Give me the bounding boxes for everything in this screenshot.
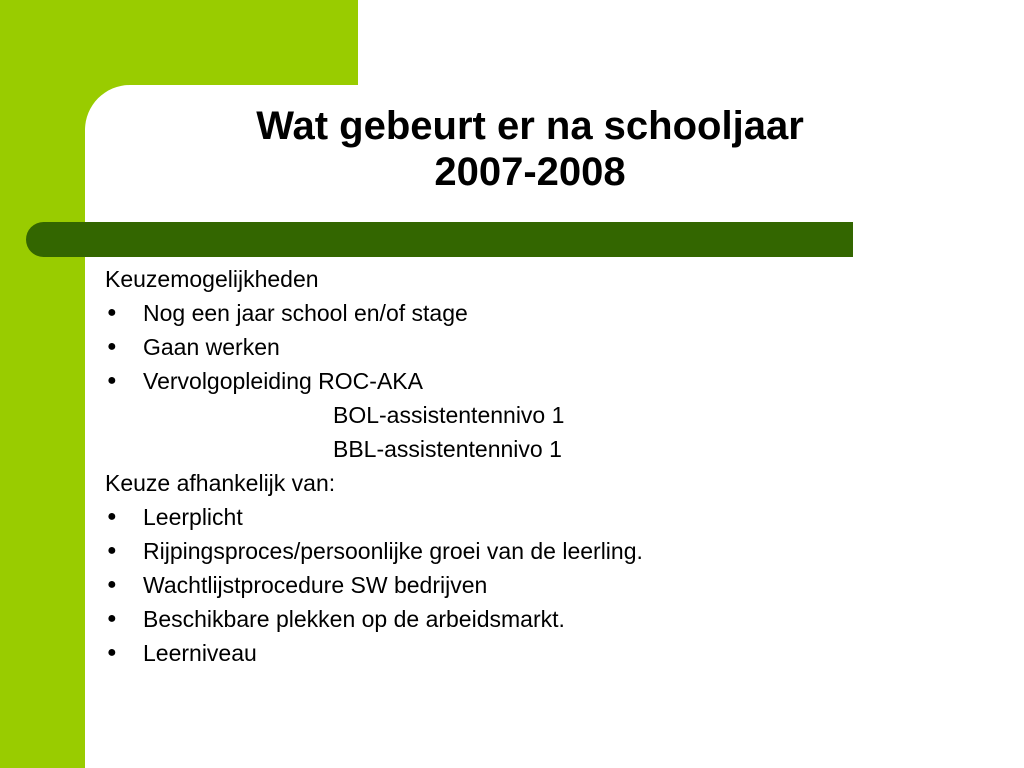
section-heading-options [105, 262, 985, 296]
sub-list-item [105, 398, 985, 432]
slide-title-line-2: 2007-2008 [434, 150, 626, 194]
dark-green-divider-bar [26, 222, 853, 257]
list-item-text: Gaan werken [143, 334, 280, 360]
sub-list-item-text: BOL-assistentennivo 1 [333, 402, 565, 428]
bullet-icon: ● [107, 644, 117, 661]
heading-text: Keuze afhankelijk van: [105, 470, 336, 496]
list-item [105, 602, 985, 636]
bullet-icon: ● [107, 304, 117, 321]
list-item-text: Vervolgopleiding ROC-AKA [143, 368, 423, 394]
list-item [105, 330, 985, 364]
bullet-icon: ● [107, 372, 117, 389]
list-item [105, 568, 985, 602]
list-item-text: Rijpingsproces/persoonlijke groei van de leerling. [143, 538, 643, 564]
bullet-icon: ● [107, 508, 117, 525]
bullet-icon: ● [107, 542, 117, 559]
list-item [105, 296, 985, 330]
list-item-text: Leerniveau [143, 640, 257, 666]
list-item [105, 500, 985, 534]
list-item [105, 636, 985, 670]
section-heading-factors [105, 466, 985, 500]
slide-title [190, 103, 870, 195]
list-item-text: Nog een jaar school en/of stage [143, 300, 468, 326]
bullet-icon: ● [107, 338, 117, 355]
sub-list-item [105, 432, 985, 466]
list-item [105, 534, 985, 568]
bullet-icon: ● [107, 576, 117, 593]
slide-title-line-1: Wat gebeurt er na schooljaar [256, 104, 804, 148]
green-left-stripe [0, 0, 85, 768]
list-item [105, 364, 985, 398]
sub-list-item-text: BBL-assistentennivo 1 [333, 436, 562, 462]
slide-body [105, 262, 985, 670]
list-item-text: Leerplicht [143, 504, 243, 530]
bullet-icon: ● [107, 610, 117, 627]
list-item-text: Beschikbare plekken op de arbeidsmarkt. [143, 606, 565, 632]
heading-text: Keuzemogelijkheden [105, 266, 319, 292]
list-item-text: Wachtlijstprocedure SW bedrijven [143, 572, 488, 598]
